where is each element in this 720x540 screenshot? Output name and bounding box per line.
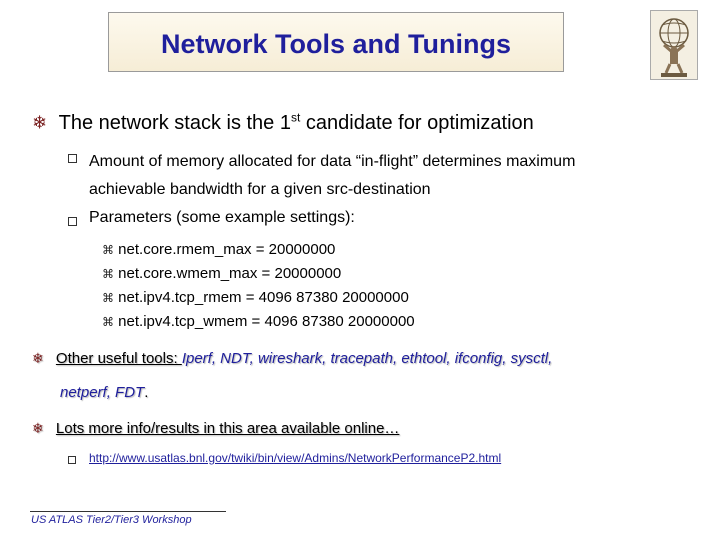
footer-divider — [30, 511, 226, 512]
setting-item: ⌘ net.ipv4.tcp_wmem = 4096 87380 20000000 — [102, 313, 415, 330]
setting-item: ⌘ net.ipv4.tcp_rmem = 4096 87380 20000000 — [102, 289, 409, 306]
slide-title: Network Tools and Tunings — [161, 28, 511, 59]
setting-item: ⌘ net.core.wmem_max = 20000000 — [102, 265, 342, 282]
sub-bullet-parameters: Parameters (some example settings): — [89, 209, 355, 226]
main-bullet — [32, 110, 534, 135]
command-key-bullet-icon: ⌘ — [102, 291, 114, 305]
setting-item: ⌘ net.core.rmem_max = 20000000 — [102, 241, 336, 258]
square-bullet-icon — [68, 154, 77, 163]
snowflake-bullet-icon: ❄ — [32, 112, 48, 134]
atlas-globe-logo — [650, 10, 698, 80]
other-tools-continued: netperf, FDT. — [60, 384, 149, 401]
snowflake-bullet-icon: ❄ — [32, 421, 44, 437]
square-bullet-icon — [68, 217, 77, 226]
snowflake-bullet-icon: ❄ — [32, 351, 44, 367]
settings-list — [102, 238, 415, 334]
command-key-bullet-icon: ⌘ — [102, 267, 114, 281]
other-tools-bullet: ❄ Other useful tools: Iperf, NDT, wireshark, tracepath, ethtool, ifconfig, sysctl, — [32, 350, 553, 367]
performance-wiki-link[interactable]: http://www.usatlas.bnl.gov/twiki/bin/view/Admins/NetworkPerformanceP2.html — [89, 451, 502, 465]
sub-bullet-memory: Amount of memory allocated for data “in-flight” determines maximum achievable bandwidth for a given src-destination — [89, 153, 576, 198]
title-box — [108, 12, 564, 72]
command-key-bullet-icon: ⌘ — [102, 243, 114, 257]
square-bullet-icon — [68, 456, 76, 464]
footer-text: US ATLAS Tier2/Tier3 Workshop — [31, 514, 192, 526]
more-info-bullet: ❄ Lots more info/results in this area available online… — [32, 420, 400, 437]
more-info-link-row — [89, 451, 501, 465]
main-bullet-text: The network stack is the 1st candidate for optimization — [58, 110, 534, 134]
command-key-bullet-icon: ⌘ — [102, 315, 114, 329]
